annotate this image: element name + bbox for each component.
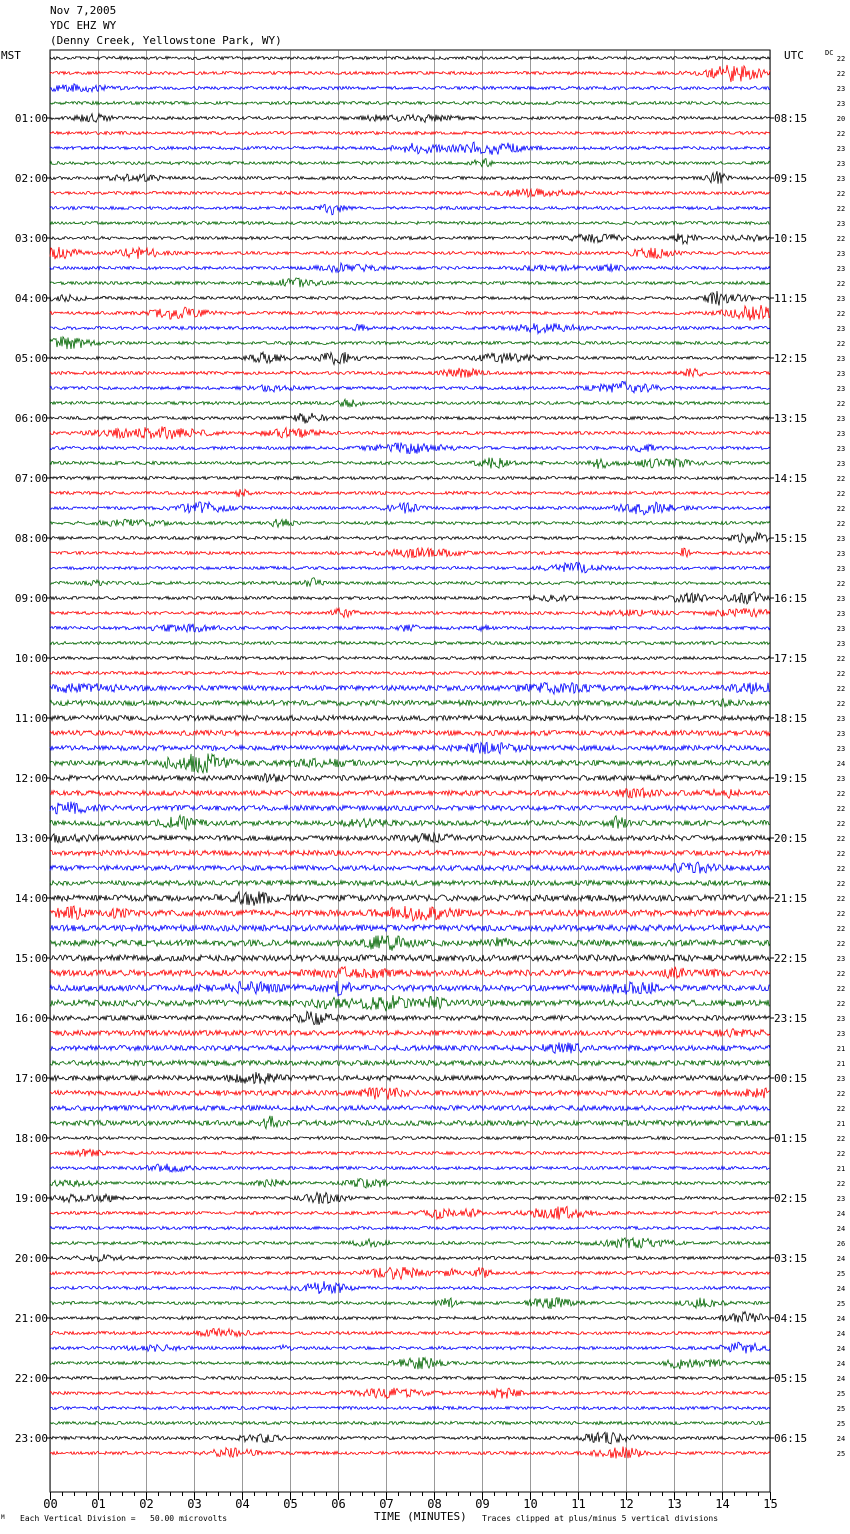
- dc-offset-value: 22: [836, 685, 846, 693]
- seismic-trace: [50, 381, 770, 392]
- left-hour-label: 16:00: [14, 1012, 48, 1025]
- seismic-trace: [50, 671, 770, 674]
- right-hour-label: 20:15: [774, 832, 808, 845]
- dc-offset-value: 23: [836, 640, 846, 648]
- dc-offset-value: 21: [836, 1120, 846, 1128]
- dc-offset-value: 22: [836, 475, 846, 483]
- dc-offset-value: 23: [836, 550, 846, 558]
- right-hour-label: 23:15: [774, 1012, 808, 1025]
- dc-offset-value: 22: [836, 1090, 846, 1098]
- dc-offset-value: 22: [836, 580, 846, 588]
- left-hour-label: 22:00: [14, 1372, 48, 1385]
- right-hour-label: 12:15: [774, 352, 808, 365]
- left-hour-label: 02:00: [14, 172, 48, 185]
- left-hour-label: 01:00: [14, 112, 48, 125]
- x-tick-label: 07: [379, 1497, 394, 1511]
- dc-offset-value: 21: [836, 1045, 846, 1053]
- dc-label: DC: [825, 49, 834, 57]
- seismic-trace: [50, 1029, 770, 1038]
- x-tick-label: 14: [715, 1497, 730, 1511]
- left-hour-label: 09:00: [14, 592, 48, 605]
- dc-offset-value: 23: [836, 325, 846, 333]
- right-hour-label: 03:15: [774, 1252, 808, 1265]
- seismic-trace: [50, 476, 770, 479]
- seismic-trace: [50, 925, 770, 931]
- left-hour-label: 11:00: [14, 712, 48, 725]
- left-hour-label: 03:00: [14, 232, 48, 245]
- dc-offset-value: 24: [836, 1360, 846, 1368]
- left-timezone-label: MST: [1, 49, 21, 62]
- left-hour-label: 07:00: [14, 472, 48, 485]
- seismic-trace: [50, 1105, 770, 1110]
- dc-offset-value: 22: [836, 55, 846, 63]
- seismic-trace: [50, 458, 770, 469]
- clip-note: Traces clipped at plus/minus 5 vertical divisions: [482, 1514, 719, 1523]
- dc-offset-value: 23: [836, 565, 846, 573]
- dc-offset-value: 23: [836, 355, 846, 363]
- dc-offset-value: 24: [836, 1210, 846, 1218]
- seismic-trace: [50, 1164, 770, 1172]
- seismic-trace: [50, 1406, 770, 1409]
- x-tick-label: 01: [91, 1497, 106, 1511]
- x-tick-label: 15: [763, 1497, 778, 1511]
- dc-offset-value: 23: [836, 745, 846, 753]
- dc-offset-value: 21: [836, 1060, 846, 1068]
- seismic-trace: [50, 502, 770, 515]
- dc-offset-value: 24: [836, 1375, 846, 1383]
- seismic-trace: [50, 1206, 770, 1219]
- right-hour-label: 15:15: [774, 532, 808, 545]
- dc-offset-value: 23: [836, 160, 846, 168]
- dc-offset-value: 21: [836, 1165, 846, 1173]
- dc-offset-value: 22: [836, 490, 846, 498]
- seismic-trace: [50, 715, 770, 720]
- seismic-trace: [50, 1192, 770, 1204]
- seismic-trace: [50, 906, 770, 921]
- dc-offset-value: 25: [836, 1300, 846, 1308]
- seismic-trace: [50, 754, 770, 773]
- seismic-trace: [50, 426, 770, 439]
- left-hour-label: 05:00: [14, 352, 48, 365]
- seismic-trace: [50, 592, 770, 604]
- seismic-trace: [50, 641, 770, 644]
- seismic-trace: [50, 352, 770, 364]
- seismic-trace: [50, 1328, 770, 1336]
- left-hour-label: 18:00: [14, 1132, 48, 1145]
- seismic-trace: [50, 699, 770, 707]
- dc-offset-value: 22: [836, 70, 846, 78]
- seismic-trace: [50, 850, 770, 855]
- dc-offset-value: 22: [836, 1105, 846, 1113]
- seismic-trace: [50, 1432, 770, 1444]
- seismic-trace: [50, 967, 770, 979]
- seismic-trace: [50, 489, 770, 497]
- dc-offset-value: 23: [836, 430, 846, 438]
- dc-offset-value: 22: [836, 805, 846, 813]
- dc-offset-value: 22: [836, 865, 846, 873]
- seismic-trace: [50, 101, 770, 104]
- dc-offset-value: 24: [836, 1225, 846, 1233]
- dc-offset-value: 20: [836, 115, 846, 123]
- right-hour-label: 02:15: [774, 1192, 808, 1205]
- seismic-trace: [50, 682, 770, 694]
- seismic-trace: [50, 833, 770, 842]
- dc-offset-value: 23: [836, 715, 846, 723]
- x-tick-label: 04: [235, 1497, 250, 1511]
- right-hour-label: 21:15: [774, 892, 808, 905]
- seismic-trace: [50, 443, 770, 454]
- dc-offset-value: 25: [836, 1270, 846, 1278]
- seismic-trace: [50, 862, 770, 874]
- right-hour-label: 22:15: [774, 952, 808, 965]
- right-hour-label: 16:15: [774, 592, 808, 605]
- dc-offset-value: 23: [836, 1015, 846, 1023]
- dc-offset-value: 22: [836, 850, 846, 858]
- left-hour-label: 08:00: [14, 532, 48, 545]
- dc-offset-value: 24: [836, 1255, 846, 1263]
- seismic-trace: [50, 1042, 770, 1053]
- left-hour-label: 13:00: [14, 832, 48, 845]
- dc-offset-value: 22: [836, 670, 846, 678]
- dc-offset-value: 22: [836, 1180, 846, 1188]
- dc-offset-value: 24: [836, 1435, 846, 1443]
- seismic-trace: [50, 413, 770, 424]
- seismic-trace: [50, 578, 770, 587]
- corner-mark: M: [1, 1514, 5, 1521]
- seismic-trace: [50, 1342, 770, 1353]
- x-tick-label: 09: [475, 1497, 490, 1511]
- dc-offset-value: 22: [836, 835, 846, 843]
- dc-offset-value: 22: [836, 970, 846, 978]
- dc-offset-value: 23: [836, 175, 846, 183]
- seismic-trace: [50, 142, 770, 155]
- left-hour-label: 17:00: [14, 1072, 48, 1085]
- dc-offset-value: 22: [836, 130, 846, 138]
- station-code: YDC EHZ WY: [50, 19, 117, 32]
- left-hour-label: 15:00: [14, 952, 48, 965]
- x-tick-label: 03: [187, 1497, 202, 1511]
- dc-offset-value: 24: [836, 1345, 846, 1353]
- seismic-trace: [50, 337, 770, 349]
- x-tick-label: 02: [139, 1497, 154, 1511]
- seismic-trace: [50, 221, 770, 224]
- seismic-trace: [50, 1011, 770, 1025]
- right-timezone-label: UTC: [784, 49, 804, 62]
- left-hour-label: 23:00: [14, 1432, 48, 1445]
- right-hour-label: 13:15: [774, 412, 808, 425]
- dc-offset-value: 22: [836, 790, 846, 798]
- dc-offset-value: 23: [836, 220, 846, 228]
- dc-offset-value: 25: [836, 1450, 846, 1458]
- right-hour-label: 17:15: [774, 652, 808, 665]
- seismic-trace: [50, 278, 770, 287]
- x-tick-label: 00: [43, 1497, 58, 1511]
- seismic-trace: [50, 1226, 770, 1229]
- right-hour-label: 09:15: [774, 172, 808, 185]
- seismic-trace: [50, 1149, 770, 1156]
- seismic-trace: [50, 533, 770, 544]
- dc-offset-value: 22: [836, 985, 846, 993]
- dc-offset-value: 22: [836, 1135, 846, 1143]
- dc-offset-value: 23: [836, 100, 846, 108]
- dc-offset-value: 23: [836, 955, 846, 963]
- left-hour-label: 12:00: [14, 772, 48, 785]
- seismic-trace: [50, 1447, 770, 1459]
- right-hour-label: 19:15: [774, 772, 808, 785]
- dc-offset-value: 23: [836, 370, 846, 378]
- left-hour-label: 10:00: [14, 652, 48, 665]
- seismic-trace: [50, 1179, 770, 1189]
- x-tick-label: 06: [331, 1497, 346, 1511]
- dc-offset-value: 22: [836, 655, 846, 663]
- seismic-trace: [50, 1060, 770, 1065]
- plot-date: Nov 7,2005: [50, 4, 117, 17]
- left-hour-label: 14:00: [14, 892, 48, 905]
- seismic-trace: [50, 171, 770, 184]
- dc-offset-value: 23: [836, 775, 846, 783]
- dc-offset-value: 24: [836, 1330, 846, 1338]
- seismic-trace: [50, 995, 770, 1011]
- dc-offset-value: 23: [836, 385, 846, 393]
- vertical-division-note: Each Vertical Division = 50.00 microvolts: [20, 1514, 228, 1523]
- seismic-trace: [50, 815, 770, 829]
- dc-offset-value: 23: [836, 595, 846, 603]
- dc-offset-value: 23: [836, 1195, 846, 1203]
- seismic-trace: [50, 368, 770, 378]
- station-location: (Denny Creek, Yellowstone Park, WY): [50, 34, 282, 47]
- dc-offset-value: 25: [836, 1420, 846, 1428]
- dc-offset-value: 22: [836, 700, 846, 708]
- seismic-trace: [50, 656, 770, 659]
- dc-offset-value: 22: [836, 340, 846, 348]
- right-hour-label: 18:15: [774, 712, 808, 725]
- seismic-trace: [50, 65, 770, 82]
- seismic-trace: [50, 189, 770, 197]
- seismic-trace: [50, 880, 770, 885]
- dc-offset-value: 22: [836, 235, 846, 243]
- right-hour-label: 00:15: [774, 1072, 808, 1085]
- dc-offset-value: 22: [836, 280, 846, 288]
- left-hour-label: 06:00: [14, 412, 48, 425]
- left-hour-label: 04:00: [14, 292, 48, 305]
- seismic-trace: [50, 1357, 770, 1369]
- dc-offset-value: 24: [836, 1315, 846, 1323]
- dc-offset-value: 23: [836, 460, 846, 468]
- x-tick-label: 11: [571, 1497, 586, 1511]
- seismic-trace: [50, 562, 770, 572]
- dc-offset-value: 23: [836, 85, 846, 93]
- dc-offset-value: 23: [836, 265, 846, 273]
- seismic-trace: [50, 742, 770, 754]
- seismic-trace: [50, 519, 770, 527]
- seismic-trace: [50, 204, 770, 214]
- dc-offset-value: 22: [836, 1150, 846, 1158]
- seismic-trace: [50, 84, 770, 92]
- left-hour-label: 19:00: [14, 1192, 48, 1205]
- dc-offset-value: 22: [836, 505, 846, 513]
- seismic-trace: [50, 1297, 770, 1309]
- seismic-trace: [50, 263, 770, 272]
- right-hour-label: 01:15: [774, 1132, 808, 1145]
- seismic-trace: [50, 247, 770, 259]
- seismic-trace: [50, 1136, 770, 1139]
- seismic-trace: [50, 936, 770, 951]
- dc-offset-value: 23: [836, 415, 846, 423]
- dc-offset-value: 22: [836, 205, 846, 213]
- left-hour-label: 21:00: [14, 1312, 48, 1325]
- dc-offset-value: 23: [836, 730, 846, 738]
- seismic-trace: [50, 802, 770, 814]
- x-axis-label: TIME (MINUTES): [374, 1510, 467, 1523]
- dc-offset-value: 22: [836, 1000, 846, 1008]
- x-tick-label: 08: [427, 1497, 442, 1511]
- x-tick-label: 13: [667, 1497, 682, 1511]
- seismic-trace: [50, 774, 770, 783]
- dc-offset-value: 23: [836, 145, 846, 153]
- seismic-trace: [50, 323, 770, 333]
- seismic-trace: [50, 1421, 770, 1424]
- dc-offset-value: 23: [836, 250, 846, 258]
- seismic-trace: [50, 1116, 770, 1129]
- seismic-trace: [50, 1281, 770, 1294]
- dc-offset-value: 22: [836, 940, 846, 948]
- dc-offset-value: 22: [836, 910, 846, 918]
- dc-offset-value: 22: [836, 310, 846, 318]
- dc-offset-value: 22: [836, 190, 846, 198]
- seismic-trace: [50, 1312, 770, 1323]
- x-tick-label: 05: [283, 1497, 298, 1511]
- dc-offset-value: 23: [836, 1030, 846, 1038]
- seismic-trace: [50, 305, 770, 321]
- dc-offset-value: 22: [836, 400, 846, 408]
- dc-offset-value: 23: [836, 535, 846, 543]
- dc-offset-value: 22: [836, 880, 846, 888]
- right-hour-label: 10:15: [774, 232, 808, 245]
- seismic-trace: [50, 955, 770, 961]
- seismic-trace: [50, 608, 770, 617]
- seismic-trace: [50, 114, 770, 123]
- right-hour-label: 06:15: [774, 1432, 808, 1445]
- right-hour-label: 08:15: [774, 112, 808, 125]
- dc-offset-value: 23: [836, 610, 846, 618]
- seismic-trace: [50, 981, 770, 996]
- seismic-trace: [50, 1254, 770, 1262]
- seismic-trace: [50, 131, 770, 134]
- right-hour-label: 14:15: [774, 472, 808, 485]
- dc-offset-value: 22: [836, 820, 846, 828]
- dc-offset-value: 23: [836, 1075, 846, 1083]
- seismic-trace: [50, 291, 770, 306]
- dc-offset-value: 23: [836, 625, 846, 633]
- left-hour-label: 20:00: [14, 1252, 48, 1265]
- seismic-trace: [50, 1238, 770, 1248]
- x-tick-label: 12: [619, 1497, 634, 1511]
- dc-offset-value: 24: [836, 1285, 846, 1293]
- seismic-trace: [50, 399, 770, 407]
- seismic-trace: [50, 56, 770, 59]
- right-hour-label: 05:15: [774, 1372, 808, 1385]
- seismic-trace: [50, 548, 770, 558]
- seismic-trace: [50, 891, 770, 905]
- dc-offset-value: 22: [836, 895, 846, 903]
- dc-offset-value: 26: [836, 1240, 846, 1248]
- seismic-trace: [50, 730, 770, 735]
- x-tick-label: 10: [523, 1497, 538, 1511]
- seismic-trace: [50, 1267, 770, 1279]
- seismic-trace: [50, 1088, 770, 1100]
- dc-offset-value: 23: [836, 445, 846, 453]
- seismic-trace: [50, 624, 770, 632]
- dc-offset-value: 25: [836, 1405, 846, 1413]
- seismic-trace: [50, 788, 770, 798]
- right-hour-label: 04:15: [774, 1312, 808, 1325]
- seismic-trace: [50, 159, 770, 167]
- seismic-trace: [50, 1072, 770, 1084]
- dc-offset-value: 25: [836, 1390, 846, 1398]
- seismic-trace: [50, 234, 770, 244]
- dc-offset-value: 22: [836, 925, 846, 933]
- right-hour-label: 11:15: [774, 292, 808, 305]
- seismic-trace: [50, 1388, 770, 1399]
- dc-offset-value: 23: [836, 295, 846, 303]
- dc-offset-value: 22: [836, 520, 846, 528]
- dc-offset-value: 24: [836, 760, 846, 768]
- seismic-trace: [50, 1376, 770, 1379]
